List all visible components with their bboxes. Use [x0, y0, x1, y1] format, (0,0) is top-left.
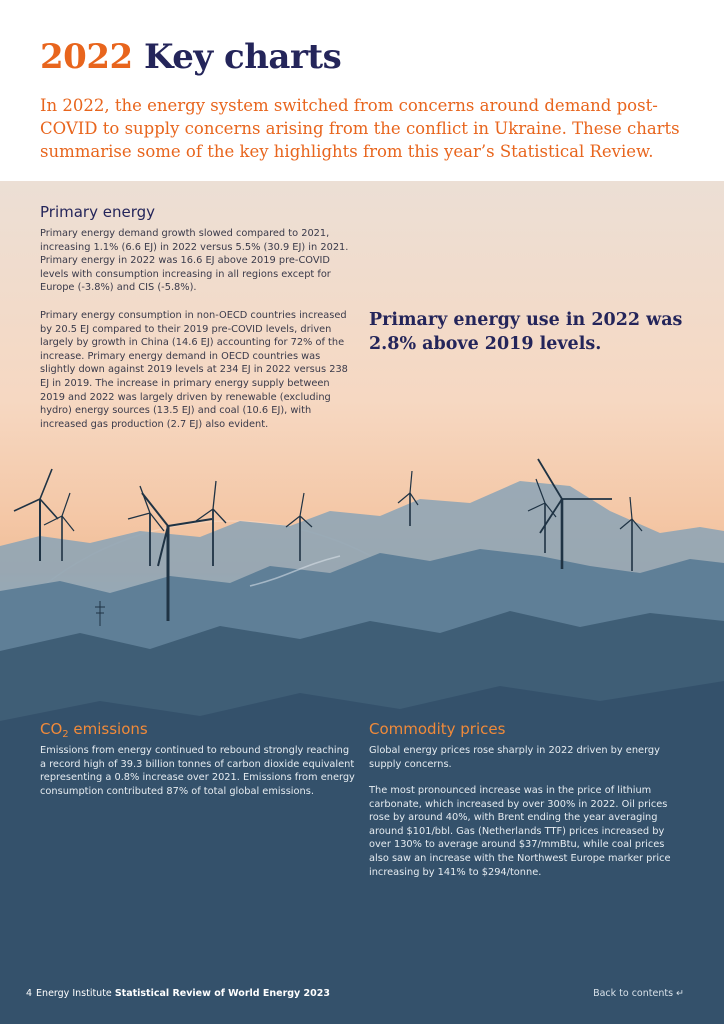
back-to-contents-link[interactable]: [593, 988, 684, 1000]
commodity-prices-heading: Commodity prices: [369, 720, 506, 738]
primary-energy-heading: Primary energy: [40, 203, 155, 221]
co2-emissions-paragraph: Emissions from energy continued to rebound strongly reaching a record high of 39.3 billion tonnes of carbon dioxide equivalent representing a 0.8% increase over 2021. Emissions from energy consumption contributed 87% of total global emissions.: [40, 745, 355, 797]
intro-text: In 2022, the energy system switched from concerns around demand post-COVID to supply concerns arising from the conflict in Ukraine. These charts summarise some of the key highlights from this year’s Statistical Review.: [40, 96, 680, 161]
back-to-contents-label: Back to contents: [593, 988, 674, 999]
publisher-name: Energy Institute: [36, 988, 115, 999]
page-number: 4: [26, 988, 33, 999]
commodity-prices-paragraph-2: The most pronounced increase was in the price of lithium carbonate, which increased by over 300% in 2022. Oil prices rose by around 40%, with Brent ending the year averaging around $101/bbl. Gas (Netherlands TTF) prices increased by over 130% to average around $37/mmBtu, while coal prices also saw an increase with the Northwest Europe marker price increasing by 141% to $294/tonne.: [369, 785, 671, 878]
co2-heading-subscript: 2: [62, 729, 69, 740]
primary-energy-paragraph-1: Primary energy demand growth slowed compared to 2021, increasing 1.1% (6.6 EJ) in 2022 versus 5.5% (30.9 EJ) in 2021. Primary energy in 2022 was 16.6 EJ above 2019 pre-COVID levels with consumption increasing in all regions except for Europe (-3.8%) and CIS (-5.8%).: [40, 228, 349, 294]
return-arrow-icon: ↵: [676, 988, 684, 999]
title-year: 2022: [40, 37, 133, 77]
page-footer: [26, 988, 330, 1000]
commodity-prices-paragraph-1: Global energy prices rose sharply in 2022 driven by energy supply concerns.: [369, 745, 660, 770]
title-text: Key charts: [132, 37, 342, 77]
publication-title: Statistical Review of World Energy 2023: [114, 988, 331, 999]
primary-energy-highlight: Primary energy use in 2022 was 2.8% above 2019 levels.: [369, 310, 683, 354]
co2-heading-rest: emissions: [68, 720, 148, 738]
page-title: [40, 34, 341, 80]
co2-emissions-heading: [40, 719, 148, 745]
co2-heading-main: CO: [40, 720, 63, 738]
primary-energy-paragraph-2: Primary energy consumption in non-OECD countries increased by 20.5 EJ compared to their 2019 pre-COVID levels, driven largely by growth in China (14.6 EJ) accounting for 72% of the increase. Primary energy demand in OECD countries was slightly down against 2019 levels at 234 EJ in 2022 versus 238 EJ in 2019. The increase in primary energy supply between 2019 and 2022 was largely driven by renewable (excluding hydro) energy sources (13.5 EJ) and coal (10.6 EJ), with increased gas production (2.7 EJ) also evident.: [40, 310, 348, 430]
